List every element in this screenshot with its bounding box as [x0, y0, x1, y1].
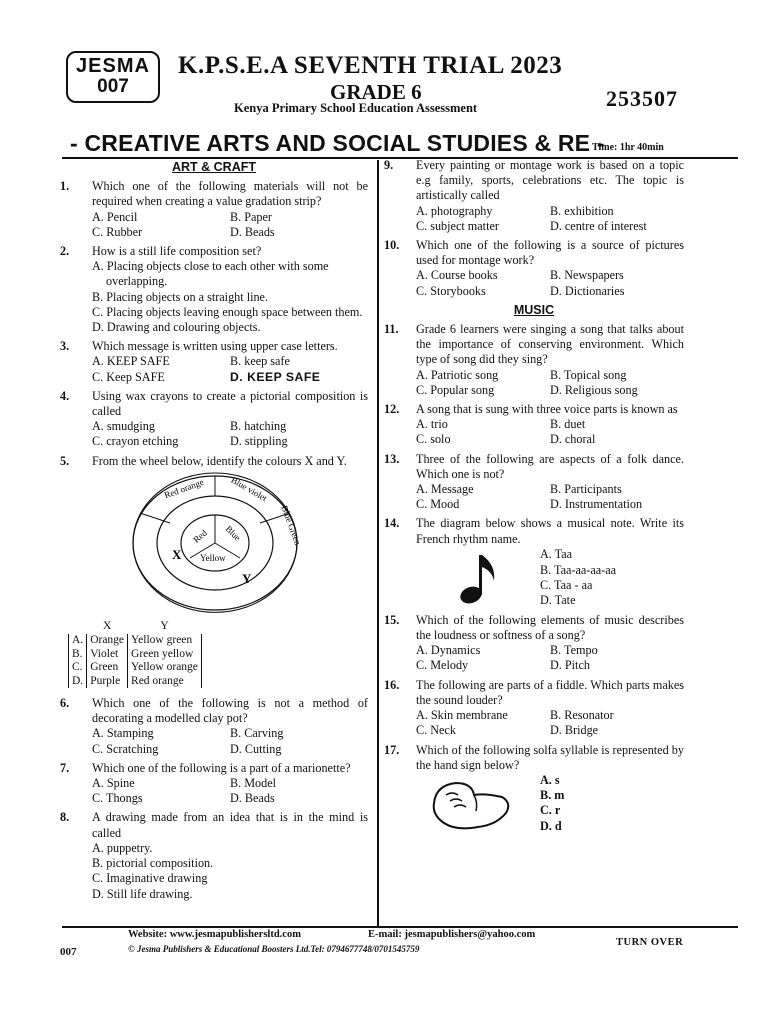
question-number: 13. [384, 451, 400, 466]
option-b: B. exhibition [550, 203, 614, 218]
option-b: B. Placing objects on a straight line. [92, 289, 269, 304]
wheel-blue-green-label: Blue Green [279, 504, 303, 547]
option-d: D. Beads [230, 791, 275, 806]
grade-label: GRADE 6 [330, 80, 422, 104]
option-b: B. Taa-aa-aa-aa [540, 562, 617, 577]
row-letter: D. [69, 675, 87, 689]
row-letter: B. [69, 648, 87, 662]
option-b: B. Participants [550, 482, 622, 497]
section-heading-music: MUSIC [513, 302, 555, 317]
option-c: C. Keep SAFE [92, 369, 165, 384]
question-17 [384, 743, 684, 839]
wheel-red-label: Red [191, 527, 209, 545]
footer-publisher: © Jesma Publishers & Educational Boosters Ltd.Tel: 0794677748/0701545759 [128, 944, 420, 954]
footer-website: Website: www.jesmapublishersltd.com [128, 929, 301, 940]
option-a: A. Spine [92, 776, 135, 791]
question-stem: A song that is sung with three voice parts is known as [416, 402, 678, 417]
row-y: Red orange [128, 675, 202, 689]
question-11 [384, 322, 684, 398]
question-number: 14. [384, 516, 400, 531]
question-7 [60, 761, 368, 807]
option-b: B. Carving [230, 726, 284, 741]
question-stem: From the wheel below, identify the colours X and Y. [92, 453, 347, 468]
exam-title: K.P.S.E.A SEVENTH TRIAL 2023 [178, 52, 563, 79]
hand-sign-icon [416, 773, 526, 839]
option-a: A. Dynamics [416, 643, 481, 658]
wheel-yellow-label: Yellow [200, 552, 226, 563]
row-letter: C. [69, 661, 87, 675]
question-14 [384, 516, 684, 608]
question-stem: Which message is written using upper case letters. [92, 339, 338, 354]
option-c: C. r [540, 803, 561, 818]
row-y: Yellow green [128, 634, 202, 648]
option-c: C. Thongs [92, 791, 143, 806]
question-2 [60, 244, 368, 335]
table-row [69, 661, 202, 675]
option-c: C. Neck [416, 723, 456, 738]
option-a: A. KEEP SAFE [92, 354, 170, 369]
option-a: A. Course books [416, 268, 498, 283]
footer-email: E-mail: jesmapublishers@yahoo.com [368, 929, 536, 940]
option-c: C. Storybooks [416, 283, 486, 298]
question-stem: How is a still life composition set? [92, 244, 262, 259]
right-column [384, 158, 684, 843]
wheel-y-label: Y [242, 570, 252, 586]
colour-wheel-diagram [130, 473, 303, 613]
jesma-logo [66, 51, 160, 103]
option-b: B. Topical song [550, 367, 627, 382]
row-letter: A. [69, 634, 87, 648]
option-c: C. crayon etching [92, 434, 179, 449]
question-number: 10. [384, 238, 400, 253]
question-number: 17. [384, 742, 400, 757]
question-stem: Which one of the following is a part of a marionette? [92, 760, 351, 775]
subject-title: - CREATIVE ARTS AND SOCIAL STUDIES & RE - [70, 130, 605, 156]
option-b: B. Newspapers [550, 268, 624, 283]
option-c: C. Scratching [92, 741, 159, 756]
logo-line2: 007 [97, 76, 129, 97]
option-c: C. Rubber [92, 224, 143, 239]
option-d: D. stippling [230, 434, 288, 449]
wheel-red-orange-label: Red orange [162, 476, 206, 501]
left-column [60, 158, 368, 906]
option-a: A. Pencil [92, 209, 138, 224]
question-stem: The following are parts of a fiddle. Which parts makes the sound louder? [416, 677, 684, 707]
option-a: A. Message [416, 482, 474, 497]
question-8 [60, 810, 368, 901]
question-stem: A drawing made from an idea that is in the mind is called [92, 810, 368, 840]
option-a: A. Taa [540, 547, 573, 562]
option-c: C. Popular song [416, 382, 495, 397]
option-d: D. Pitch [550, 658, 590, 673]
question-4 [60, 389, 368, 450]
option-d: D. Tate [540, 593, 576, 608]
question-number: 15. [384, 612, 400, 627]
footer-page-code: 007 [60, 946, 77, 958]
option-d: D. centre of interest [550, 218, 647, 233]
question-stem: Which of the following solfa syllable is represented by the hand sign below? [416, 742, 684, 772]
question-stem: Grade 6 learners were singing a song that talks about the importance of conserving environment. Which type of song did they sing? [416, 322, 684, 367]
option-d: D. Dictionaries [550, 283, 625, 298]
wheel-blue-label: Blue [223, 523, 243, 543]
option-b: B. m [540, 788, 565, 803]
option-c: C. Taa - aa [540, 577, 593, 592]
question-9 [384, 158, 684, 234]
question-12 [384, 402, 684, 448]
question-stem: The diagram below shows a musical note. Write its French rhythm name. [416, 516, 684, 546]
question-number: 7. [60, 760, 70, 775]
option-b: B. pictorial composition. [92, 856, 214, 871]
question-stem: Three of the following are aspects of a folk dance. Which one is not? [416, 451, 684, 481]
option-d: D. d [540, 818, 562, 833]
question-6 [60, 696, 368, 757]
option-a: A. photography [416, 203, 493, 218]
option-b: B. Resonator [550, 708, 614, 723]
option-b: B. Tempo [550, 643, 598, 658]
row-x: Violet [87, 648, 128, 662]
exam-subtitle: Kenya Primary School Education Assessment [234, 101, 478, 115]
question-number: 16. [384, 677, 400, 692]
question-10 [384, 238, 684, 299]
option-d: D. Still life drawing. [92, 886, 193, 901]
option-b: B. duet [550, 417, 586, 432]
question-number: 6. [60, 696, 70, 711]
question-stem: Which of the following elements of music describes the loudness or softness of a song? [416, 612, 684, 643]
question-number: 12. [384, 402, 400, 417]
row-y: Green yellow [128, 648, 202, 662]
option-a: A. Stamping [92, 726, 154, 741]
footer-divider [62, 926, 738, 928]
row-x: Orange [87, 634, 128, 648]
question-13 [384, 452, 684, 513]
musical-note-icon [416, 547, 526, 609]
option-c: C. solo [416, 432, 451, 447]
table-head-y: Y [160, 620, 169, 633]
option-d: D. Cutting [230, 741, 282, 756]
option-d: D. Drawing and colouring objects. [92, 320, 261, 335]
question-stem: Every painting or montage work is based on a topic e.g family, sports, celebrations etc. The topic is artistically called [416, 158, 684, 203]
question-number: 8. [60, 810, 70, 825]
table-row [69, 648, 202, 662]
option-b: B. keep safe [230, 354, 290, 369]
option-a: A. Patriotic song [416, 367, 499, 382]
paper-code: 253507 [606, 86, 678, 111]
question-number: 1. [60, 179, 70, 194]
table-row [69, 634, 202, 648]
question-stem: Using wax crayons to create a pictorial composition is called [92, 388, 368, 419]
question-16 [384, 678, 684, 739]
section-heading-art-craft: ART & CRAFT [171, 160, 256, 174]
option-a: A. s [540, 772, 560, 787]
question-stem: Which one of the following is a source of pictures used for montage work? [416, 238, 684, 268]
row-y: Yellow orange [128, 661, 202, 675]
option-d: D. KEEP SAFE [230, 369, 321, 384]
option-d: D. Instrumentation [550, 497, 643, 512]
question-number: 9. [384, 158, 394, 172]
column-divider [377, 160, 379, 928]
option-c: C. subject matter [416, 218, 499, 233]
question-number: 11. [384, 322, 399, 337]
option-a: A. Placing objects close to each other with some overlapping. [92, 259, 329, 289]
q5-options-table [68, 619, 202, 688]
option-b: B. Paper [230, 209, 272, 224]
row-x: Green [87, 661, 128, 675]
option-b: B. Model [230, 776, 277, 791]
wheel-x-label: X [172, 546, 182, 562]
option-a: A. Skin membrane [416, 708, 508, 723]
option-b: B. hatching [230, 419, 287, 434]
option-d: D. Beads [230, 224, 275, 239]
option-d: D. Bridge [550, 723, 599, 738]
option-c: C. Placing objects leaving enough space between them. [92, 304, 363, 319]
question-stem: Which one of the following is not a method of decorating a modelled clay pot? [92, 696, 368, 726]
question-stem: Which one of the following materials will not be required when creating a value gradation strip? [92, 179, 368, 209]
question-number: 4. [60, 388, 70, 403]
question-number: 3. [60, 339, 70, 354]
option-a: A. trio [416, 417, 448, 432]
option-c: C. Mood [416, 497, 460, 512]
question-5 [60, 454, 368, 469]
option-c: C. Imaginative drawing [92, 871, 208, 886]
turn-over-label: TURN OVER [616, 937, 684, 948]
table-head-x: X [102, 620, 112, 633]
time-allowed: Time: 1hr 40min [592, 142, 664, 153]
question-number: 5. [60, 453, 70, 468]
wheel-blue-violet-label: Blue violet [229, 474, 269, 504]
question-1 [60, 179, 368, 240]
option-c: C. Melody [416, 658, 469, 673]
option-d: D. choral [550, 432, 596, 447]
option-d: D. Religious song [550, 382, 638, 397]
option-a: A. smudging [92, 419, 155, 434]
option-a: A. puppetry. [92, 840, 153, 855]
logo-line1: JESMA [76, 55, 150, 77]
question-3 [60, 339, 368, 385]
table-row [69, 675, 202, 689]
row-x: Purple [87, 675, 128, 689]
question-15 [384, 613, 684, 674]
question-number: 2. [60, 244, 70, 259]
